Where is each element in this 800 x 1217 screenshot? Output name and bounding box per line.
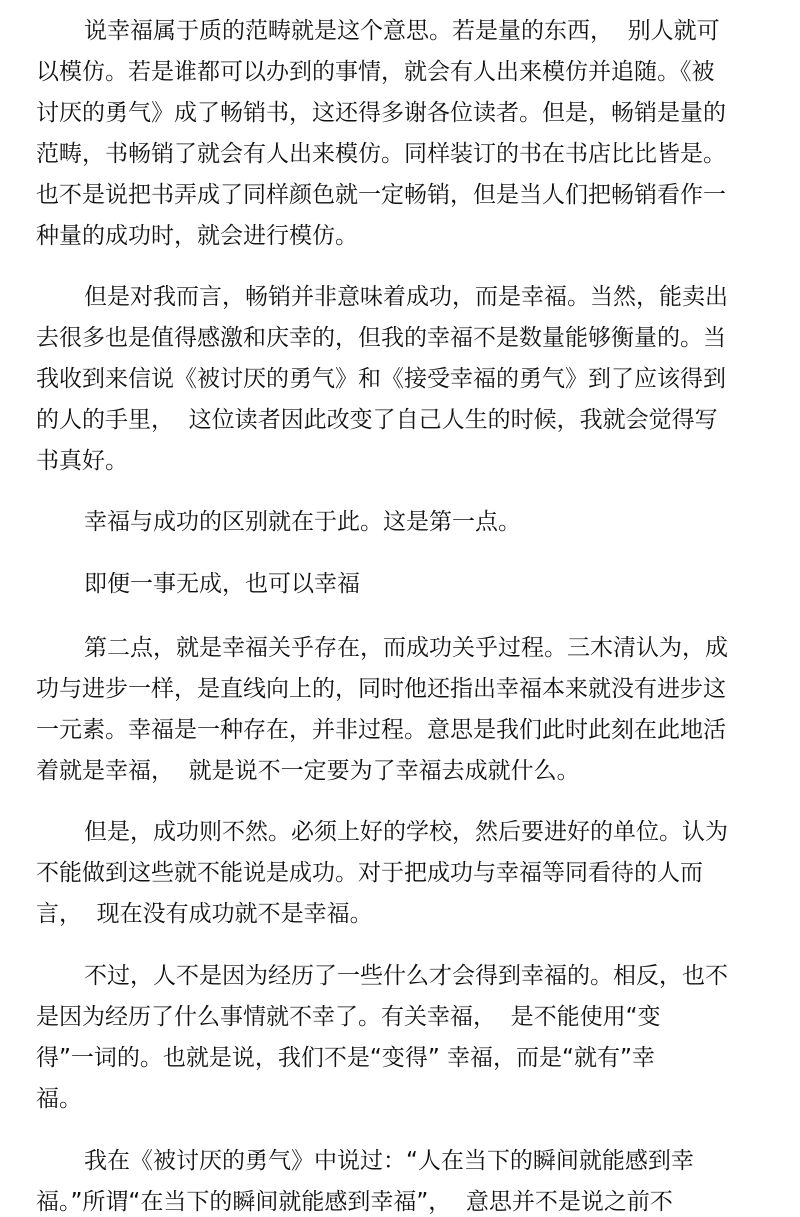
paragraph-line: 我在《被讨厌的勇气》中说过：“人在当下的瞬间就能感到幸 bbox=[84, 1148, 694, 1174]
paragraph-line: 言， 现在没有成功就不是幸福。 bbox=[36, 901, 373, 927]
paragraph-line: 功与进步一样，是直线向上的，同时他还指出幸福本来就没有进步这 bbox=[36, 676, 726, 702]
paragraph-line: 是因为经历了什么事情就不幸了。有关幸福， 是不能使用“变 bbox=[36, 1004, 661, 1030]
paragraph-line: 福。”所谓“在当下的瞬间就能感到幸福”， 意思并不是说之前不 bbox=[36, 1189, 673, 1215]
paragraph-line: 种量的成功时，就会进行模仿。 bbox=[36, 223, 358, 249]
paragraph-line: 的人的手里， 这位读者因此改变了自己人生的时候，我就会觉得写 bbox=[36, 407, 718, 433]
paragraph-line: 得”一词的。也就是说，我们不是“变得” 幸福，而是“就有”幸 bbox=[36, 1045, 655, 1071]
paragraph-line: 说幸福属于质的范畴就是这个意思。若是量的东西， 别人就可 bbox=[84, 18, 720, 44]
paragraph-line: 不过，人不是因为经历了一些什么才会得到幸福的。相反，也不 bbox=[84, 963, 728, 989]
paragraph-line: 一元素。幸福是一种存在，并非过程。意思是我们此时此刻在此地活 bbox=[36, 717, 726, 743]
paragraph-line: 着就是幸福， 就是说不一定要为了幸福去成就什么。 bbox=[36, 758, 580, 784]
paragraph-line: 我收到来信说《被讨厌的勇气》和《接受幸福的勇气》到了应该得到 bbox=[36, 366, 726, 392]
paragraph-line: 福。 bbox=[36, 1086, 82, 1112]
paragraph-line: 但是对我而言，畅销并非意味着成功，而是幸福。当然，能卖出 bbox=[84, 284, 728, 310]
paragraph-line: 以模仿。若是谁都可以办到的事情，就会有人出来模仿并追随。《被 bbox=[36, 59, 715, 85]
paragraph-line: 去很多也是值得感激和庆幸的，但我的幸福不是数量能够衡量的。当 bbox=[36, 325, 726, 351]
paragraph-line: 不能做到这些就不能说是成功。对于把成功与幸福等同看待的人而 bbox=[36, 860, 703, 886]
paragraph-line: 书真好。 bbox=[36, 448, 128, 474]
paragraph-line: 范畴，书畅销了就会有人出来模仿。同样装订的书在书店比比皆是。 bbox=[36, 141, 726, 167]
paragraph-line: 讨厌的勇气》成了畅销书，这还得多谢各位读者。但是，畅销是量的 bbox=[36, 100, 726, 126]
paragraph-line: 第二点，就是幸福关乎存在，而成功关乎过程。三木清认为，成 bbox=[84, 635, 728, 661]
paragraph-line: 即便一事无成，也可以幸福 bbox=[84, 571, 360, 597]
paragraph-line: 幸福与成功的区别就在于此。这是第一点。 bbox=[84, 509, 521, 535]
paragraph-line: 也不是说把书弄成了同样颜色就一定畅销，但是当人们把畅销看作一 bbox=[36, 182, 726, 208]
paragraph-line: 但是，成功则不然。必须上好的学校，然后要进好的单位。认为 bbox=[84, 819, 728, 845]
